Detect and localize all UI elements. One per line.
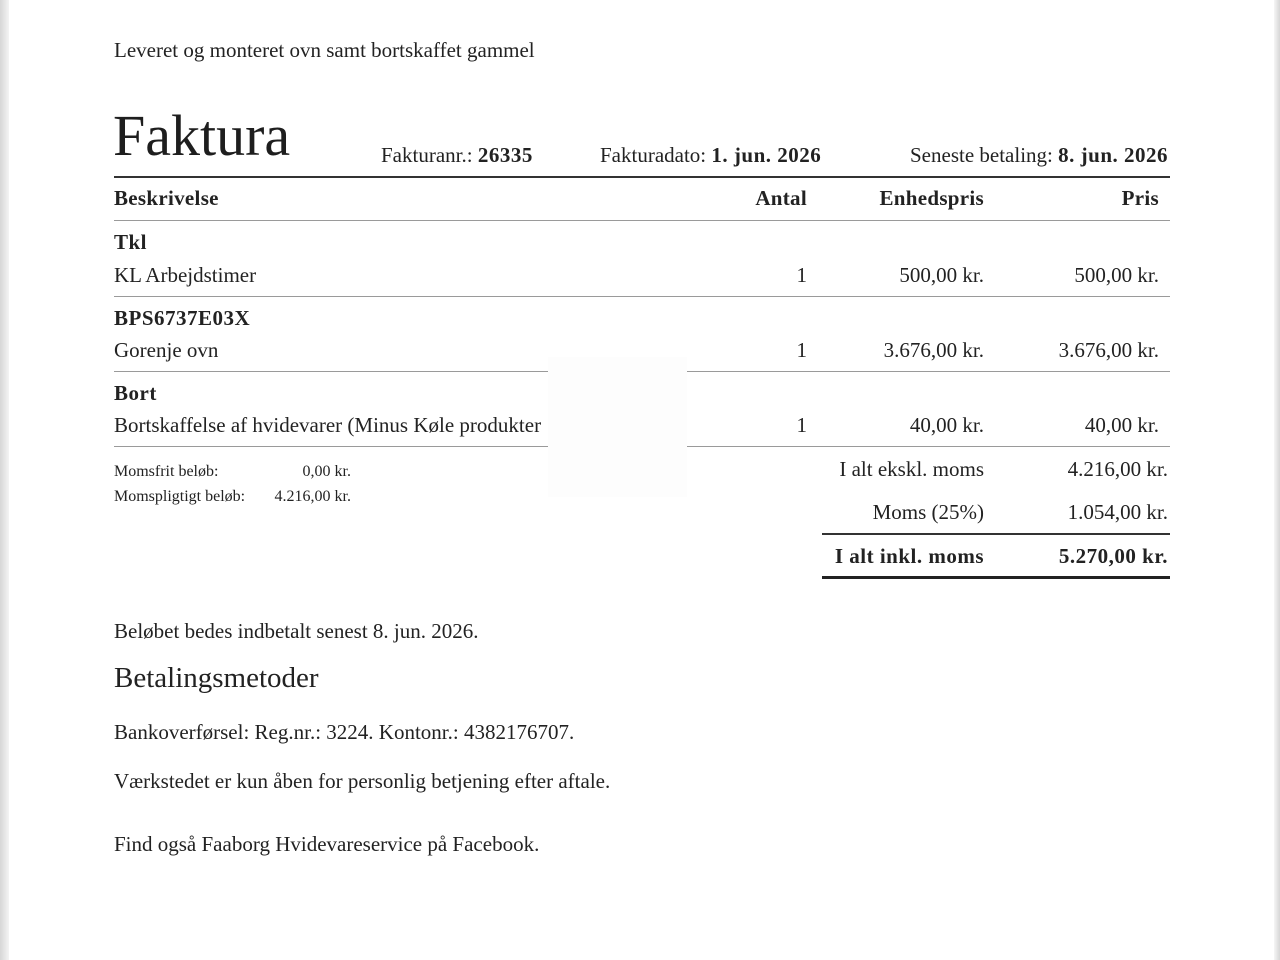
- bank-transfer-details: Bankoverførsel: Reg.nr.: 3224. Kontonr.: 4382176707.: [114, 720, 575, 744]
- row-1-description: KL Arbejdstimer: [114, 263, 257, 287]
- invoice-due-date: [910, 143, 1168, 168]
- redaction-patch: [548, 357, 687, 497]
- row-2-description: Gorenje ovn: [114, 338, 219, 362]
- vat-exempt-label: Momsfrit beløb:: [114, 463, 219, 480]
- row-3-code: Bort: [114, 381, 157, 405]
- row-3-quantity: 1: [796, 413, 807, 437]
- total-label: I alt inkl. moms: [834, 544, 984, 568]
- row-3-description: Bortskaffelse af hvidevarer (Minus Køle produkter: [114, 413, 542, 437]
- vat-taxable-value: 4.216,00 kr.: [274, 488, 351, 505]
- row-3-unit-price: 40,00 kr.: [909, 413, 984, 437]
- invoice-date-value: 1. jun. 2026: [711, 143, 822, 167]
- total-value: 5.270,00 kr.: [1058, 544, 1168, 568]
- row-3-price: 40,00 kr.: [1084, 413, 1159, 437]
- row-2-unit-price: 3.676,00 kr.: [883, 338, 984, 362]
- vat-label: Moms (25%): [872, 500, 984, 524]
- payment-note: Beløbet bedes indbetalt senest 8. jun. 2026.: [114, 619, 479, 643]
- column-header-quantity: Antal: [755, 186, 807, 210]
- payment-methods-heading: Betalingsmetoder: [114, 662, 319, 694]
- invoice-number: [381, 143, 533, 168]
- invoice-date: [600, 143, 821, 168]
- page-edge-left: [0, 0, 9, 960]
- row-1-unit-price: 500,00 kr.: [899, 263, 984, 287]
- row-1-rule: [114, 296, 1170, 297]
- subtotal-label: I alt ekskl. moms: [839, 457, 984, 481]
- row-1-quantity: 1: [796, 263, 807, 287]
- total-top-rule: [822, 533, 1170, 535]
- invoice-number-value: 26335: [477, 143, 533, 167]
- row-2-price: 3.676,00 kr.: [1058, 338, 1159, 362]
- vat-taxable-label: Momspligtigt beløb:: [114, 488, 246, 505]
- page-edge-right: [1274, 0, 1280, 960]
- column-header-price: Pris: [1121, 186, 1159, 210]
- subtotal-value: 4.216,00 kr.: [1067, 457, 1168, 481]
- total-bottom-rule: [822, 576, 1170, 579]
- column-header-unit-price: Enhedspris: [879, 186, 984, 210]
- invoice-title: Faktura: [113, 103, 291, 168]
- row-2-code: BPS6737E03X: [114, 306, 251, 330]
- row-1-code: Tkl: [114, 230, 148, 254]
- vat-exempt-value: 0,00 kr.: [302, 463, 351, 480]
- row-2-quantity: 1: [796, 338, 807, 362]
- invoice-date-label: Fakturadato:: [600, 143, 707, 167]
- facebook-note: Find også Faaborg Hvidevareservice på Facebook.: [114, 832, 540, 856]
- row-1-price: 500,00 kr.: [1074, 263, 1159, 287]
- column-header-description: Beskrivelse: [114, 186, 219, 210]
- invoice-due-label: Seneste betaling:: [910, 143, 1053, 167]
- workshop-note: Værkstedet er kun åben for personlig betjening efter aftale.: [114, 769, 611, 793]
- vat-value: 1.054,00 kr.: [1067, 500, 1168, 524]
- header-bottom-rule: [114, 220, 1170, 221]
- header-top-rule: [114, 176, 1170, 178]
- invoice-intro-text: Leveret og monteret ovn samt bortskaffet gammel: [114, 38, 535, 62]
- invoice-due-value: 8. jun. 2026: [1058, 143, 1168, 167]
- invoice-number-label: Fakturanr.:: [381, 143, 473, 167]
